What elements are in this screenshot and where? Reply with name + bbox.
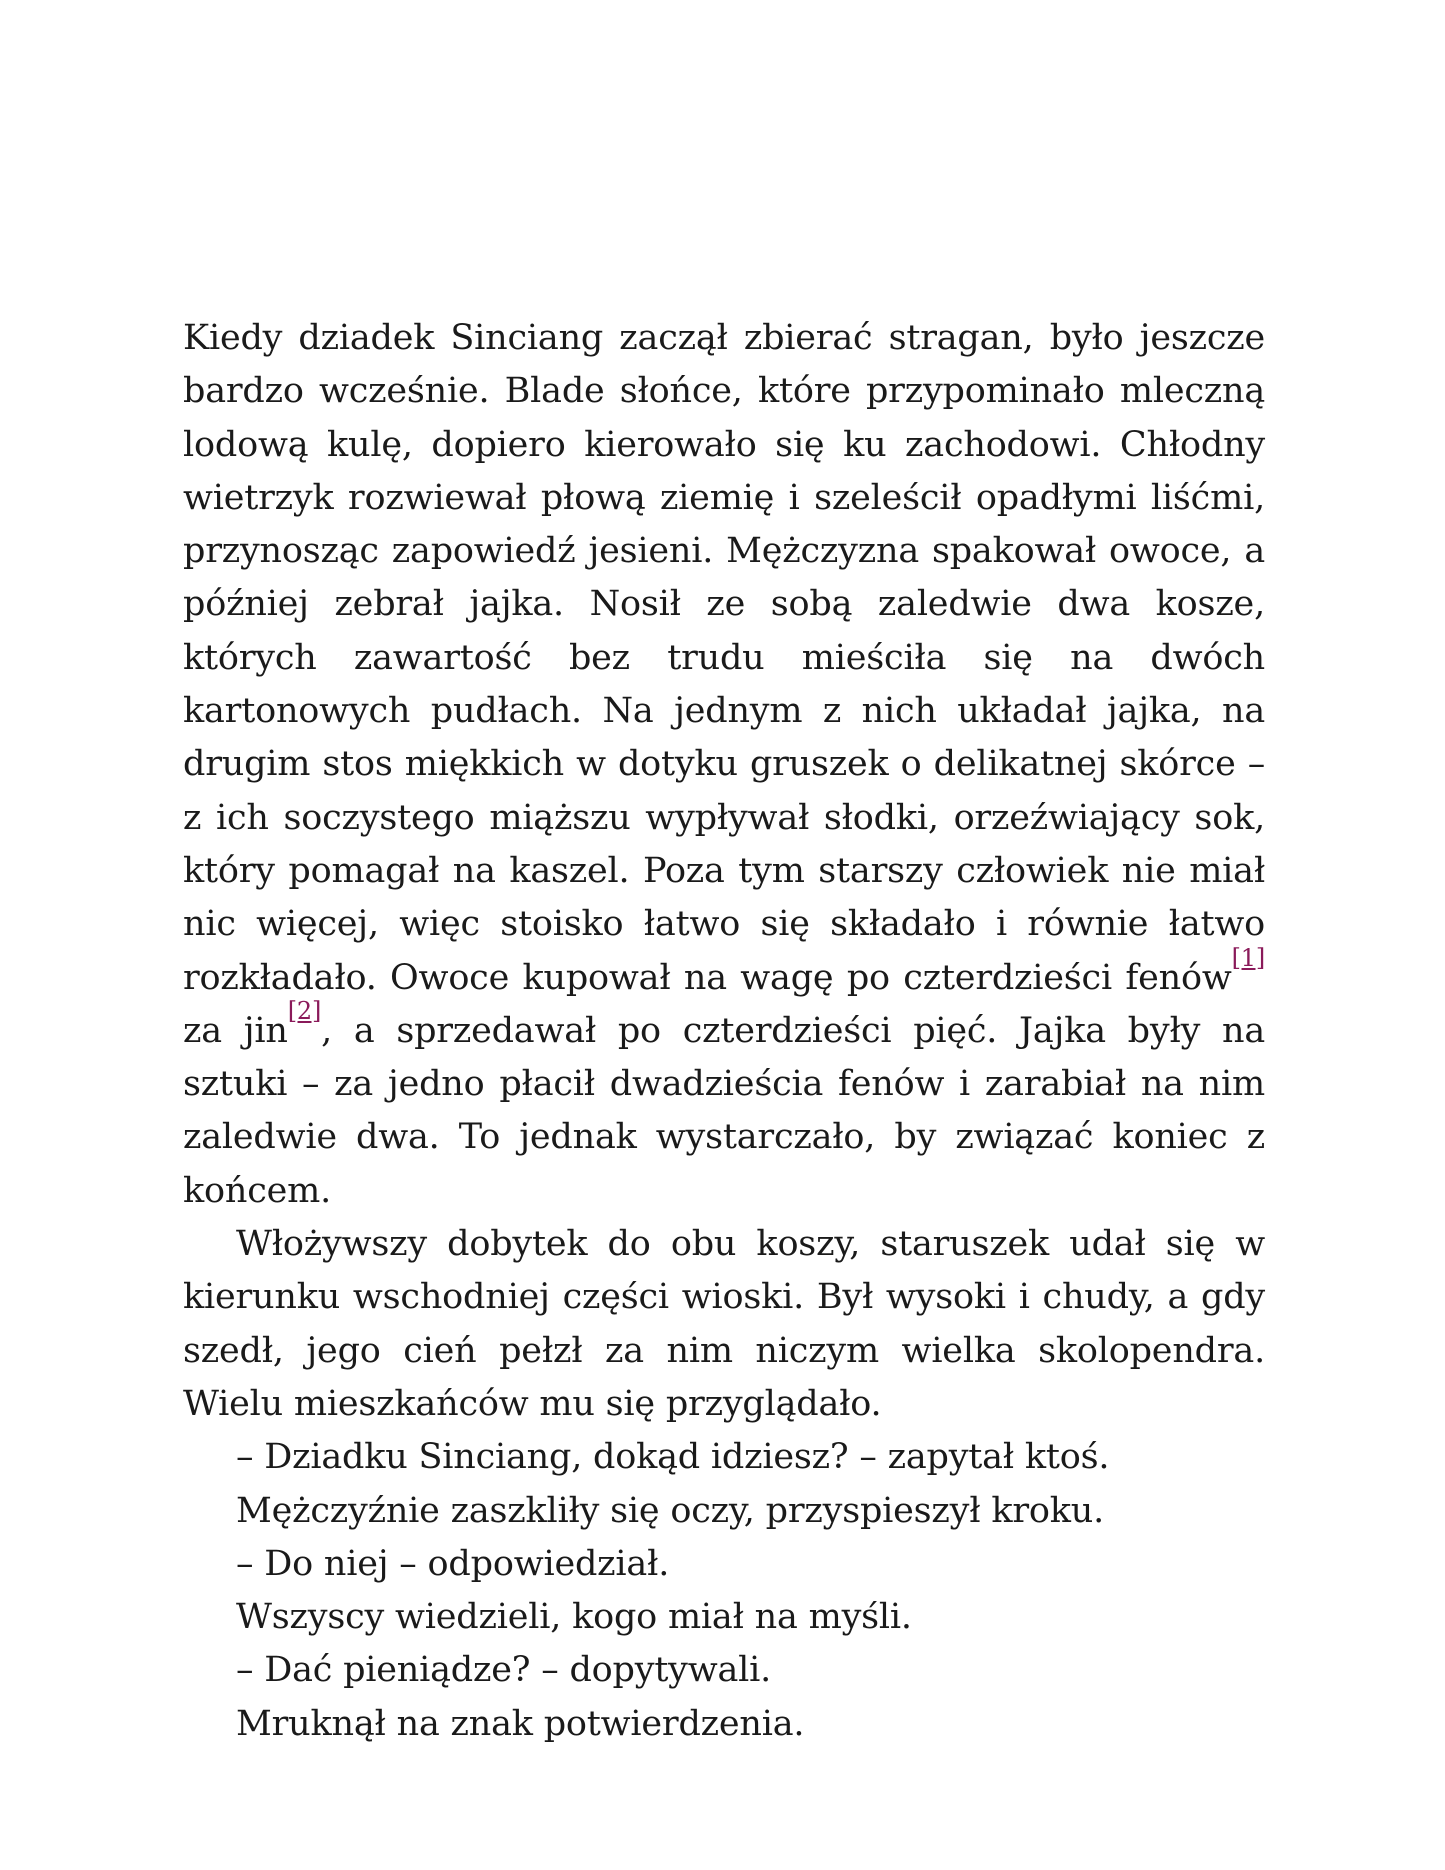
narration-line-eyes: Mężczyźnie zaszkliły się oczy, przyspieszył kroku. xyxy=(236,1490,1105,1531)
paragraph-2: Włożywszy dobytek do obu koszy, staruszek udał się w kierunku wschodniej części wioski. Był wysoki i chudy, a gdy szedł, jego cień pełzł za nim niczym wielka skolopendra. Wielu mieszkańców mu się przyglądało. xyxy=(183,1224,1265,1424)
dialogue-line-question: – Dziadku Sinciang, dokąd idziesz? – zapytał ktoś. xyxy=(236,1437,1110,1478)
narration-line-everyone-knew: Wszyscy wiedzieli, kogo miał na myśli. xyxy=(236,1597,912,1638)
dialogue-line-money: – Dać pieniądze? – dopytywali. xyxy=(236,1650,772,1691)
paragraph-1-text-a: Kiedy dziadek Sinciang zaczął zbierać stragan, było jeszcze bardzo wcześnie. Blade słońce, które przypominało mleczną lodową kulę, dopiero kierowało się ku zachodowi. Chłodny wietrzyk rozwiewał płową ziemię i szeleścił opadłymi liśćmi, przynosząc zapowiedź jesieni. Mężczyzna spakował owoce, a później zebrał jajka. Nosił ze sobą zaledwie dwa kosze, których zawartość bez trudu mieściła się na dwóch kartonowych pudłach. Na jednym z nich układał jajka, na drugim stos miękkich w dotyku gruszek o delikatnej skórce – z ich soczystego miąższu wypływał słodki, orzeźwiający sok, który pomagał na kaszel. Poza tym starszy człowiek nie miał nic więcej, więc stoisko łatwo się składało i równie łatwo rozkładało. Owoce kupował na wagę po czterdzieści fenów xyxy=(183,318,1265,998)
narration-line-confirm: Mruknął na znak potwierdzenia. xyxy=(236,1703,805,1744)
paragraph-1 xyxy=(183,312,1265,1218)
paragraph-1-text-c: , a sprzedawał po czterdzieści pięć. Jajka były na sztuki – za jedno płacił dwadzieścia fenów i zarabiał na nim zaledwie dwa. To jednak wystarczało, by związać koniec z końcem. xyxy=(183,1010,1265,1211)
footnote-link-1[interactable]: [1] xyxy=(1231,943,1265,972)
book-page-body xyxy=(183,312,1265,1751)
paragraph-1-text-b: za jin xyxy=(183,1010,288,1051)
dialogue-line-answer: – Do niej – odpowiedział. xyxy=(236,1543,670,1584)
footnote-link-2[interactable]: [2] xyxy=(287,996,322,1025)
